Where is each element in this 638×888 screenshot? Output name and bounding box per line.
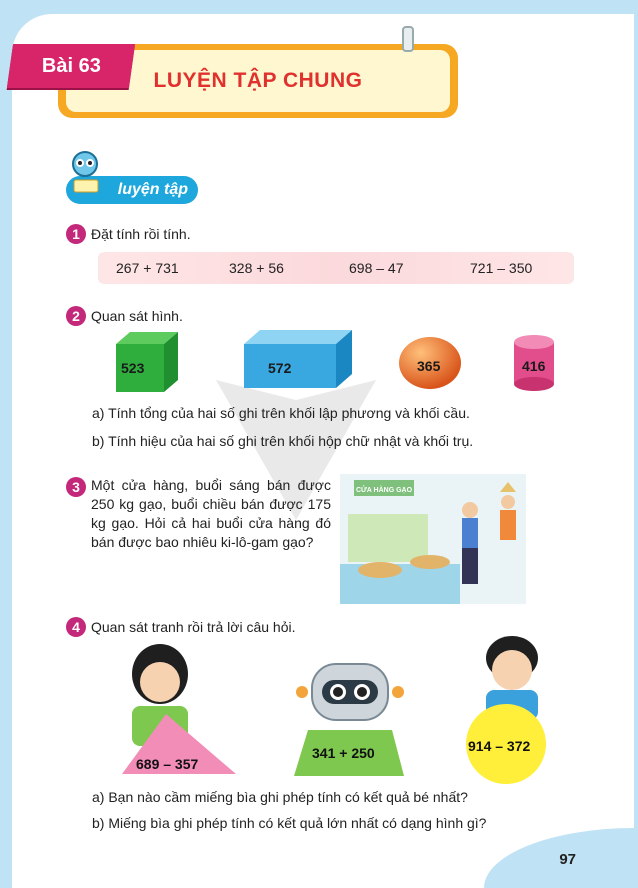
question-2b: b) Tính hiệu của hai số ghi trên khối hộp chữ nhật và khối trụ. xyxy=(92,433,474,449)
shop-sign: CỬA HÀNG GẠO xyxy=(355,487,413,494)
lesson-number: Bài 63 xyxy=(41,54,101,77)
circle-card-label: 914 – 372 xyxy=(468,738,531,754)
question-4b: b) Miếng bìa ghi phép tính có kết quả lớn nhất có dạng hình gì? xyxy=(92,815,487,831)
question-2-prompt: Quan sát hình. xyxy=(91,308,183,324)
mascot-icon xyxy=(66,148,104,196)
operation-3: 698 – 47 xyxy=(349,260,404,276)
clip-icon xyxy=(402,26,414,52)
operation-4: 721 – 350 xyxy=(470,260,533,276)
trapezoid-card-label: 341 + 250 xyxy=(312,745,375,761)
triangle-card-label: 689 – 357 xyxy=(136,756,199,772)
question-4-number: 4 xyxy=(66,617,86,637)
operation-2: 328 + 56 xyxy=(229,260,284,276)
question-1-prompt: Đặt tính rồi tính. xyxy=(91,226,191,242)
question-4a: a) Bạn nào cầm miếng bìa ghi phép tính có kết quả bé nhất? xyxy=(92,789,468,805)
question-1-number: 1 xyxy=(66,224,86,244)
lesson-title: LUYỆN TẬP CHUNG xyxy=(153,69,363,92)
cylinder-label: 416 xyxy=(522,358,546,374)
box-label: 572 xyxy=(268,360,292,376)
rice-shop-illustration xyxy=(340,474,526,604)
page-number: 97 xyxy=(559,851,576,868)
question-2a: a) Tính tổng của hai số ghi trên khối lập phương và khối cầu. xyxy=(92,405,470,421)
robot-character xyxy=(282,660,422,780)
boy-character xyxy=(460,632,560,786)
question-4-prompt: Quan sát tranh rồi trả lời câu hỏi. xyxy=(91,619,296,635)
operation-1: 267 + 731 xyxy=(116,260,179,276)
section-badge-label: luyện tập xyxy=(117,181,188,198)
sphere-label: 365 xyxy=(417,358,441,374)
question-3-number: 3 xyxy=(66,477,86,497)
cube-label: 523 xyxy=(121,360,145,376)
question-2-number: 2 xyxy=(66,306,86,326)
question-3-text: Một cửa hàng, buổi sáng bán được 250 kg gạo, buổi chiều bán được 175 kg gạo. Hỏi cả hai buổi cửa hàng đó bán được bao nhiêu ki-lô-gam gạo? xyxy=(91,477,331,550)
lesson-badge xyxy=(7,44,135,88)
box-shape xyxy=(240,328,356,392)
